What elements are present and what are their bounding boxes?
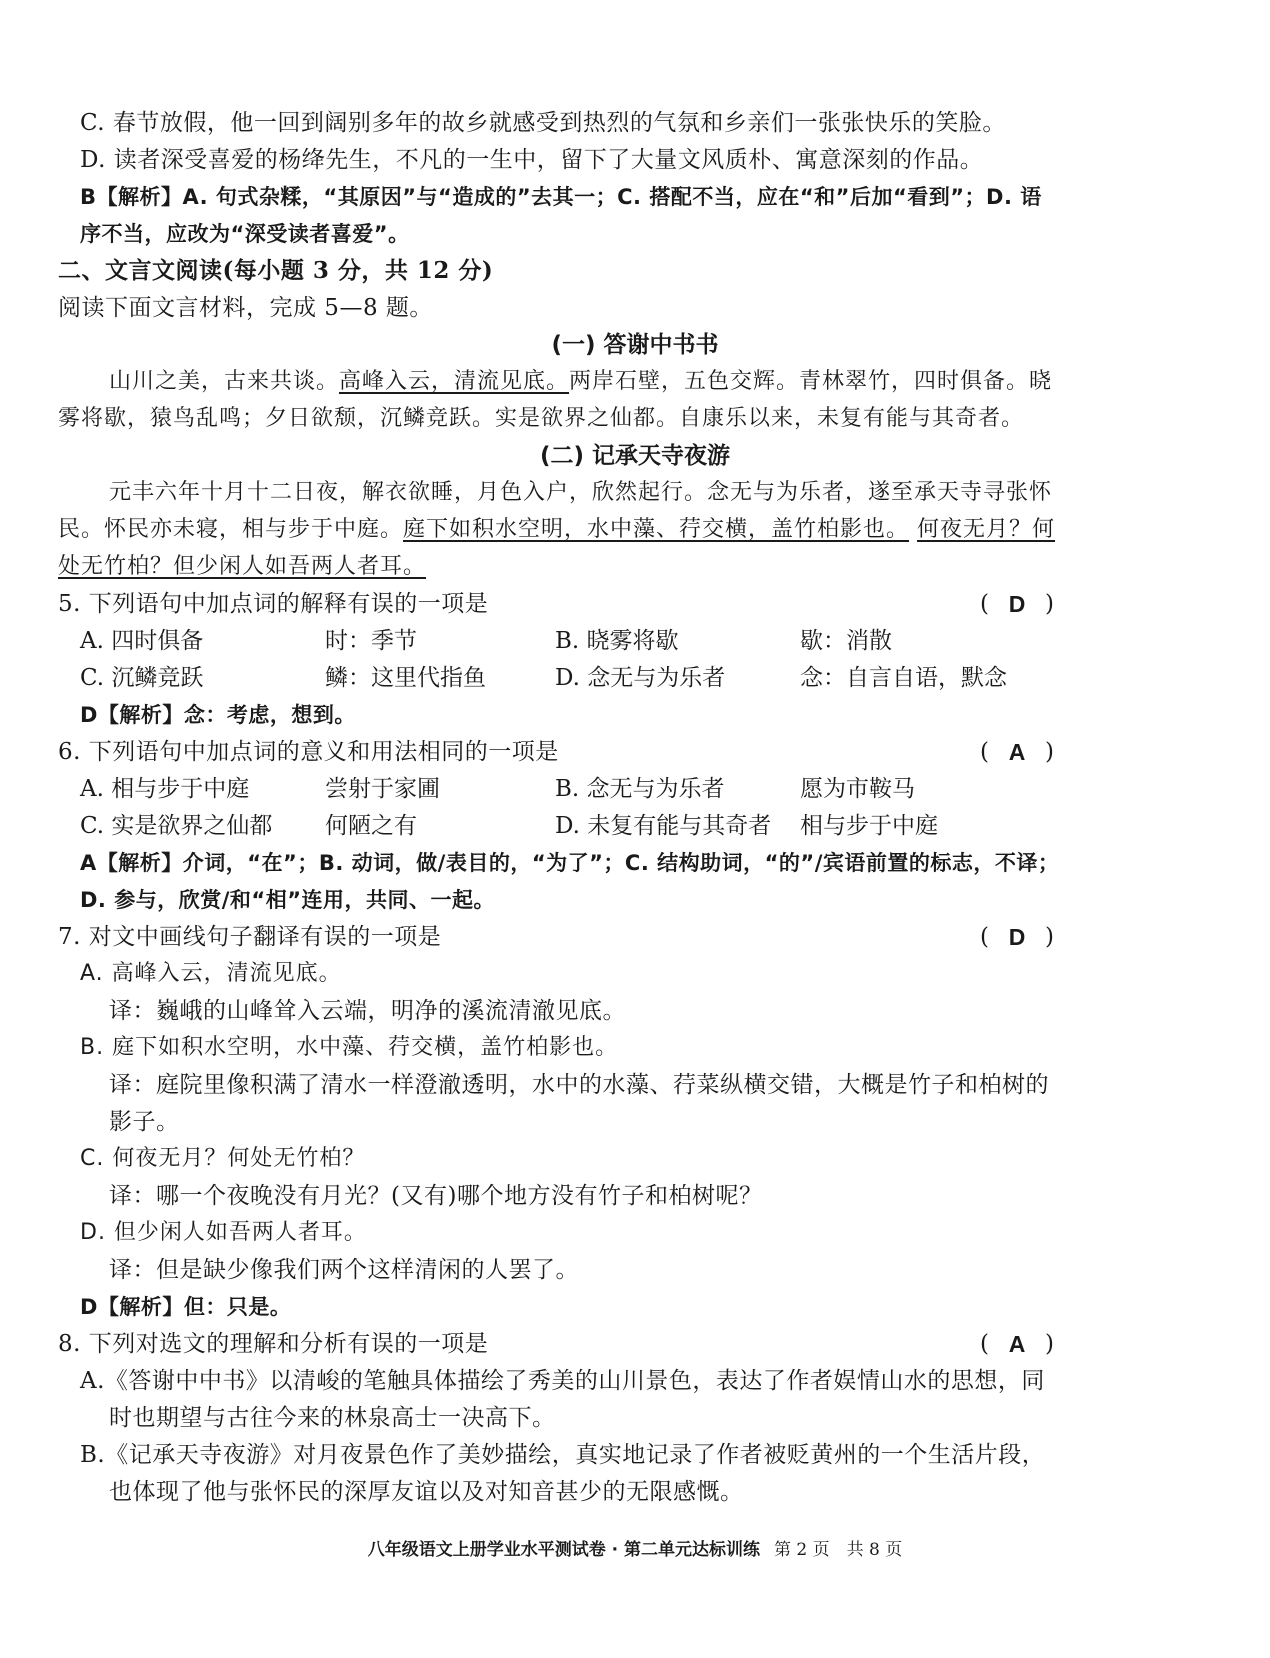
q6-answer-box: ( A ) (980, 739, 1054, 765)
q6-explanation-line1: A【解析】介词，“在”；B. 动词，做/表目的，“为了”；C. 结构助词，“的”/宾语前置的标志，不译； (80, 851, 1060, 875)
passage2-line3 (58, 552, 426, 582)
q6-option-a: A. 相与步于中庭 (80, 776, 250, 802)
q8-stem: 8. 下列对选文的理解和分析有误的一项是 (58, 1331, 489, 1357)
q7-answer: D (1008, 924, 1026, 950)
q6-option-b-compare: 愿为市鞍马 (800, 776, 915, 802)
passage1-title: (一) 答谢中书书 (551, 332, 719, 358)
q8-option-b-line1: B.《记承天寺夜游》对月夜景色作了美妙描绘，真实地记录了作者被贬黄州的一个生活片段， (80, 1442, 1046, 1468)
passage1-line1: 山川之美，古来共谈。高峰入云，清流见底。两岸石壁，五色交辉。青林翠竹，四时俱备。晓 (109, 369, 1053, 394)
q6-explanation-line2: D. 参与，欣赏/和“相”连用，共同、一起。 (80, 888, 495, 912)
q8-answer-box: ( A ) (980, 1331, 1054, 1357)
q6-option-d-compare: 相与步于中庭 (800, 813, 938, 839)
passage2-title: (二) 记承天寺夜游 (539, 443, 731, 469)
q6-stem: 6. 下列语句中加点词的意义和用法相同的一项是 (58, 739, 559, 765)
q7-option-c-translation: 译：哪一个夜晚没有月光？(又有)哪个地方没有竹子和柏树呢？ (109, 1183, 763, 1209)
footer-title: 八年级语文上册学业水平测试卷 · 第二单元达标训练 (367, 1540, 761, 1560)
q6-option-c-compare: 何陋之有 (325, 813, 417, 839)
q4-option-c: C. 春节放假，他一回到阔别多年的故乡就感受到热烈的气氛和乡亲们一张张快乐的笑脸。 (80, 110, 1006, 136)
q5-option-c-gloss: 鳞：这里代指鱼 (325, 665, 486, 691)
q7-option-d-translation: 译：但是缺少像我们两个这样清闲的人罢了。 (109, 1257, 579, 1283)
passage1-line2: 雾将歇，猿鸟乱鸣；夕日欲颓，沉鳞竞跃。实是欲界之仙都。自康乐以来，未复有能与其奇者。 (58, 406, 1025, 431)
q8-option-a-line1: A.《答谢中中书》以清峻的笔触具体描绘了秀美的山川景色，表达了作者娱情山水的思想，同 (80, 1368, 1045, 1394)
underlined-sentence: 庭下如积水空明，水中藻、荇交横，盖竹柏影也。 (403, 517, 910, 542)
q8-option-b-line2: 也体现了他与张怀民的深厚友谊以及对知音甚少的无限感慨。 (109, 1479, 744, 1505)
q8-answer: A (1008, 1331, 1026, 1357)
q6-option-a-compare: 尝射于家圃 (325, 776, 440, 802)
q4-option-d: D. 读者深受喜爱的杨绛先生，不凡的一生中，留下了大量文风质朴、寓意深刻的作品。 (80, 147, 984, 173)
footer-page-number: 第 2 页 共 8 页 (774, 1540, 903, 1560)
q6-option-b: B. 念无与为乐者 (555, 776, 725, 802)
q8-option-a-line2: 时也期望与古往今来的林泉高士一决高下。 (109, 1405, 556, 1431)
q5-explanation: D【解析】念：考虑，想到。 (80, 703, 356, 727)
q7-stem: 7. 对文中画线句子翻译有误的一项是 (58, 924, 442, 950)
underlined-sentence: 高峰入云，清流见底。 (339, 369, 570, 394)
section-instruction: 阅读下面文言材料，完成 5—8 题。 (58, 295, 433, 321)
q4-explanation-line1: B【解析】A. 句式杂糅，“其原因”与“造成的”去其一；C. 搭配不当，应在“和”后加“看到”；D. 语 (80, 185, 1042, 209)
q7-option-b-translation1: 译：庭院里像积满了清水一样澄澈透明，水中的水藻、荇菜纵横交错，大概是竹子和柏树的 (109, 1072, 1049, 1098)
q5-option-b-gloss: 歇：消散 (800, 628, 892, 654)
q7-option-b: B. 庭下如积水空明，水中藻、荇交横，盖竹柏影也。 (80, 1035, 619, 1060)
underlined-sentence: 何夜无月？何 (917, 517, 1056, 542)
q7-option-a-translation: 译：巍峨的山峰耸入云端，明净的溪流清澈见底。 (109, 998, 626, 1024)
q5-option-c: C. 沉鳞竞跃 (80, 665, 204, 691)
q5-option-d-gloss: 念：自言自语，默念 (800, 665, 1007, 691)
q7-explanation: D【解析】但：只是。 (80, 1295, 292, 1319)
q7-option-c: C. 何夜无月？何处无竹柏？ (80, 1146, 366, 1171)
passage2-line1: 元丰六年十月十二日夜，解衣欲睡，月色入户，欣然起行。念无与为乐者，遂至承天寺寻张怀 (109, 480, 1053, 505)
q5-stem: 5. 下列语句中加点词的解释有误的一项是 (58, 591, 489, 617)
underlined-sentence: 处无竹柏？但少闲人如吾两人者耳。 (58, 554, 427, 579)
q7-option-b-translation2: 影子。 (109, 1109, 180, 1135)
q5-option-b: B. 晓雾将歇 (555, 628, 679, 654)
q5-answer-box: ( D ) (980, 591, 1054, 617)
q5-answer: D (1008, 591, 1026, 617)
q4-explanation-line2: 序不当，应改为“深受读者喜爱”。 (80, 222, 410, 246)
q6-answer: A (1008, 739, 1026, 765)
q7-option-a: A. 高峰入云，清流见底。 (80, 961, 342, 986)
q5-option-d: D. 念无与为乐者 (555, 665, 726, 691)
q5-option-a-gloss: 时：季节 (325, 628, 417, 654)
q5-option-a: A. 四时俱备 (80, 628, 204, 654)
q7-option-d: D. 但少闲人如吾两人者耳。 (80, 1220, 367, 1245)
page-footer (0, 1535, 1270, 1560)
q7-answer-box: ( D ) (980, 924, 1054, 950)
q6-option-c: C. 实是欲界之仙都 (80, 813, 273, 839)
section-heading: 二、文言文阅读(每小题 3 分，共 12 分) (58, 257, 494, 284)
q6-option-d: D. 未复有能与其奇者 (555, 813, 772, 839)
passage2-line2: 民。怀民亦未寝，相与步于中庭。庭下如积水空明，水中藻、荇交横，盖竹柏影也。 何夜无月？何 (58, 517, 1056, 542)
